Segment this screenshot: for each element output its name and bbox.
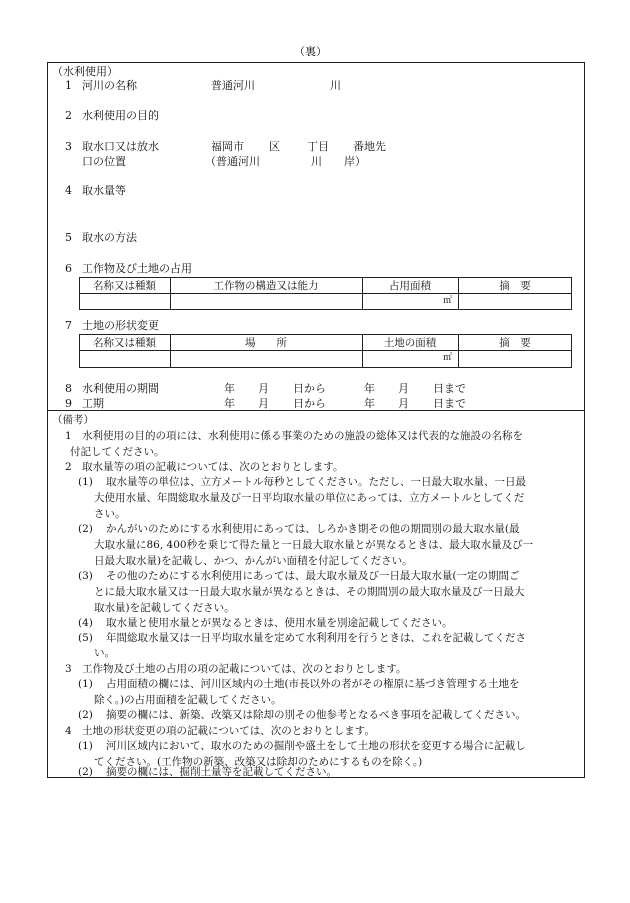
note-2-4-line-1: 取水量と使用水量とが異なるときは、使用水量を別途記載してください。 — [106, 617, 453, 629]
item-3-ku: 区 — [269, 140, 280, 153]
note-2-3-line-1: その他のためにする水利使用にあっては、最大取水量及び一日最大取水量(一定の期間ご — [106, 570, 520, 582]
item-9-label: 工期 — [82, 397, 104, 410]
note-3-1-number: (1) — [78, 678, 93, 690]
item-9-from-day: 日から — [293, 397, 326, 410]
occupancy-area-unit: ㎡ — [443, 296, 453, 306]
note-4-1-line-1: 河川区域内において、取水のための掘削や盛土をして土地の形状を変更する場合に記載し — [106, 740, 526, 752]
item-5-number: 5 — [65, 231, 72, 244]
item-9-to-month: 月 — [398, 397, 409, 410]
note-4-1-line-2: てください。(工作物の新築、改築又は除却のためにするものを除く。) — [94, 756, 423, 768]
note-2-2-line-2: 大取水量に86, 400秒を乗じて得た量と一日最大取水量とが異なるときは、最大取水量及び一 — [94, 539, 534, 551]
item-8-to-year: 年 — [364, 382, 375, 395]
land-area-unit: ㎡ — [443, 353, 453, 363]
note-3-1-line-1: 占用面積の欄には、河川区域内の土地(市長以外の者がその権原に基づき管理する土地を — [106, 678, 520, 690]
land-name-input[interactable] — [80, 351, 169, 367]
item-3-city: 福岡市 — [211, 140, 244, 153]
note-2-3-line-2: とに最大取水量又は一日最大取水量が異なるときは、その期間別の最大取水量及び一日最大 — [94, 586, 525, 598]
note-2-number: 2 — [65, 461, 72, 473]
item-9-from-month: 月 — [258, 397, 269, 410]
item-8-from-year: 年 — [224, 382, 235, 395]
item-9-to-day: 日まで — [433, 397, 466, 410]
item-8-to-month: 月 — [398, 382, 409, 395]
occupancy-header-area: 占用面積 — [389, 280, 431, 292]
note-2-line-1: 取水量等の項の記載については、次のとおりとします。 — [82, 461, 344, 473]
note-2-5-line-1: 年間総取水量又は一日平均取水量を定めて水利利用を行うときは、これを記載してくださ — [106, 632, 526, 644]
note-1-line-2: 付記してください。 — [70, 446, 165, 458]
note-3-number: 3 — [65, 663, 72, 675]
land-place-input[interactable] — [171, 351, 361, 367]
land-area-input[interactable] — [363, 351, 441, 367]
occupancy-name-input[interactable] — [80, 294, 169, 309]
note-4-1-number: (1) — [78, 740, 93, 752]
item-2-label: 水利使用の目的 — [82, 109, 159, 122]
item-3-chome: 丁目 — [307, 140, 329, 153]
land-header-place: 場 所 — [245, 337, 287, 349]
item-1-river-suffix: 川 — [330, 79, 341, 92]
occupancy-header-remarks: 摘 要 — [499, 280, 531, 292]
note-2-1-number: (1) — [78, 476, 93, 488]
item-4-label: 取水量等 — [82, 184, 126, 197]
item-7-label: 土地の形状変更 — [82, 319, 159, 332]
occupancy-area-input[interactable] — [363, 294, 441, 309]
note-2-5-number: (5) — [78, 632, 93, 644]
item-7-number: 7 — [65, 319, 72, 332]
note-2-5-line-2: い。 — [94, 647, 115, 659]
land-header-name: 名称又は種類 — [93, 337, 156, 349]
item-9-from-year: 年 — [224, 397, 235, 410]
item-1-river-type: 普通河川 — [211, 79, 255, 92]
page-label: （裏） — [294, 45, 327, 58]
note-1-line-1: 水利使用の目的の項には、水利使用に係る事業のための施設の総体又は代表的な施設の名称を — [82, 430, 523, 442]
note-4-2-line-1: 摘要の欄には、掘削土量等を記載してください。 — [106, 766, 337, 778]
notes-title: （備考） — [52, 414, 94, 426]
item-3-kishi: 岸） — [344, 155, 366, 168]
occupancy-structure-input[interactable] — [171, 294, 361, 309]
land-remarks-input[interactable] — [459, 351, 571, 367]
item-3-label-a: 取水口又は放水 — [82, 140, 159, 153]
note-2-2-number: (2) — [78, 523, 93, 535]
note-4-line-1: 土地の形状変更の項の記載については、次のとおりとします。 — [82, 725, 375, 737]
item-3-number: 3 — [65, 140, 72, 153]
item-9-to-year: 年 — [364, 397, 375, 410]
item-6-number: 6 — [65, 262, 72, 275]
item-1-label: 河川の名称 — [82, 79, 137, 92]
item-3-banchi: 番地先 — [353, 140, 386, 153]
item-8-from-month: 月 — [258, 382, 269, 395]
note-2-3-line-3: 取水量)を記載してください。 — [94, 602, 235, 614]
section-divider — [47, 410, 585, 411]
note-3-2-line-1: 摘要の欄には、新築、改築又は除却の別その他参考となるべき事項を記載してください。 — [106, 709, 526, 721]
occupancy-header-name: 名称又は種類 — [93, 280, 156, 292]
note-3-2-number: (2) — [78, 709, 93, 721]
item-8-from-day: 日から — [293, 382, 326, 395]
item-1-number: 1 — [65, 79, 72, 92]
item-5-label: 取水の方法 — [82, 231, 137, 244]
occupancy-remarks-input[interactable] — [459, 294, 571, 309]
section-title: （水利使用） — [52, 65, 118, 78]
note-4-2-number: (2) — [78, 766, 93, 778]
item-8-to-day: 日まで — [433, 382, 466, 395]
note-3-1-line-2: 除く。)の占用面積を記載してください。 — [94, 694, 282, 706]
item-3-river-open: （普通河川 — [205, 155, 260, 168]
occupancy-header-structure: 工作物の構造又は能力 — [213, 280, 319, 292]
note-3-line-1: 工作物及び土地の占用の項の記載については、次のとおりとします。 — [82, 663, 407, 675]
item-6-label: 工作物及び土地の占用 — [82, 262, 192, 275]
note-2-1-line-2: 大使用水量、年間総取水量及び一日平均取水量の単位にあっては、立方メートルとしてくだ — [94, 492, 525, 504]
note-1-number: 1 — [65, 430, 72, 442]
item-2-number: 2 — [65, 109, 72, 122]
land-header-remarks: 摘 要 — [499, 337, 531, 349]
note-2-1-line-1: 取水量等の単位は、立方メートル毎秒としてください。ただし、一日最大取水量、一日最 — [106, 476, 526, 488]
note-2-2-line-1: かんがいのためにする水利使用にあっては、しろかき期その他の期間別の最大取水量(最 — [106, 523, 520, 535]
item-3-kawa: 川 — [311, 155, 322, 168]
note-2-4-number: (4) — [78, 617, 93, 629]
note-4-number: 4 — [65, 725, 72, 737]
item-3-label-b: 口の位置 — [82, 155, 126, 168]
item-4-number: 4 — [65, 184, 72, 197]
item-9-number: 9 — [65, 397, 72, 410]
note-2-3-number: (3) — [78, 570, 93, 582]
land-header-area: 土地の面積 — [383, 337, 437, 349]
item-8-number: 8 — [65, 382, 72, 395]
note-2-1-line-3: さい。 — [94, 508, 126, 520]
note-2-2-line-3: 日最大取水量)を記載し、かつ、かんがい面積を付記してください。 — [94, 555, 413, 567]
item-8-label: 水利使用の期間 — [82, 382, 159, 395]
